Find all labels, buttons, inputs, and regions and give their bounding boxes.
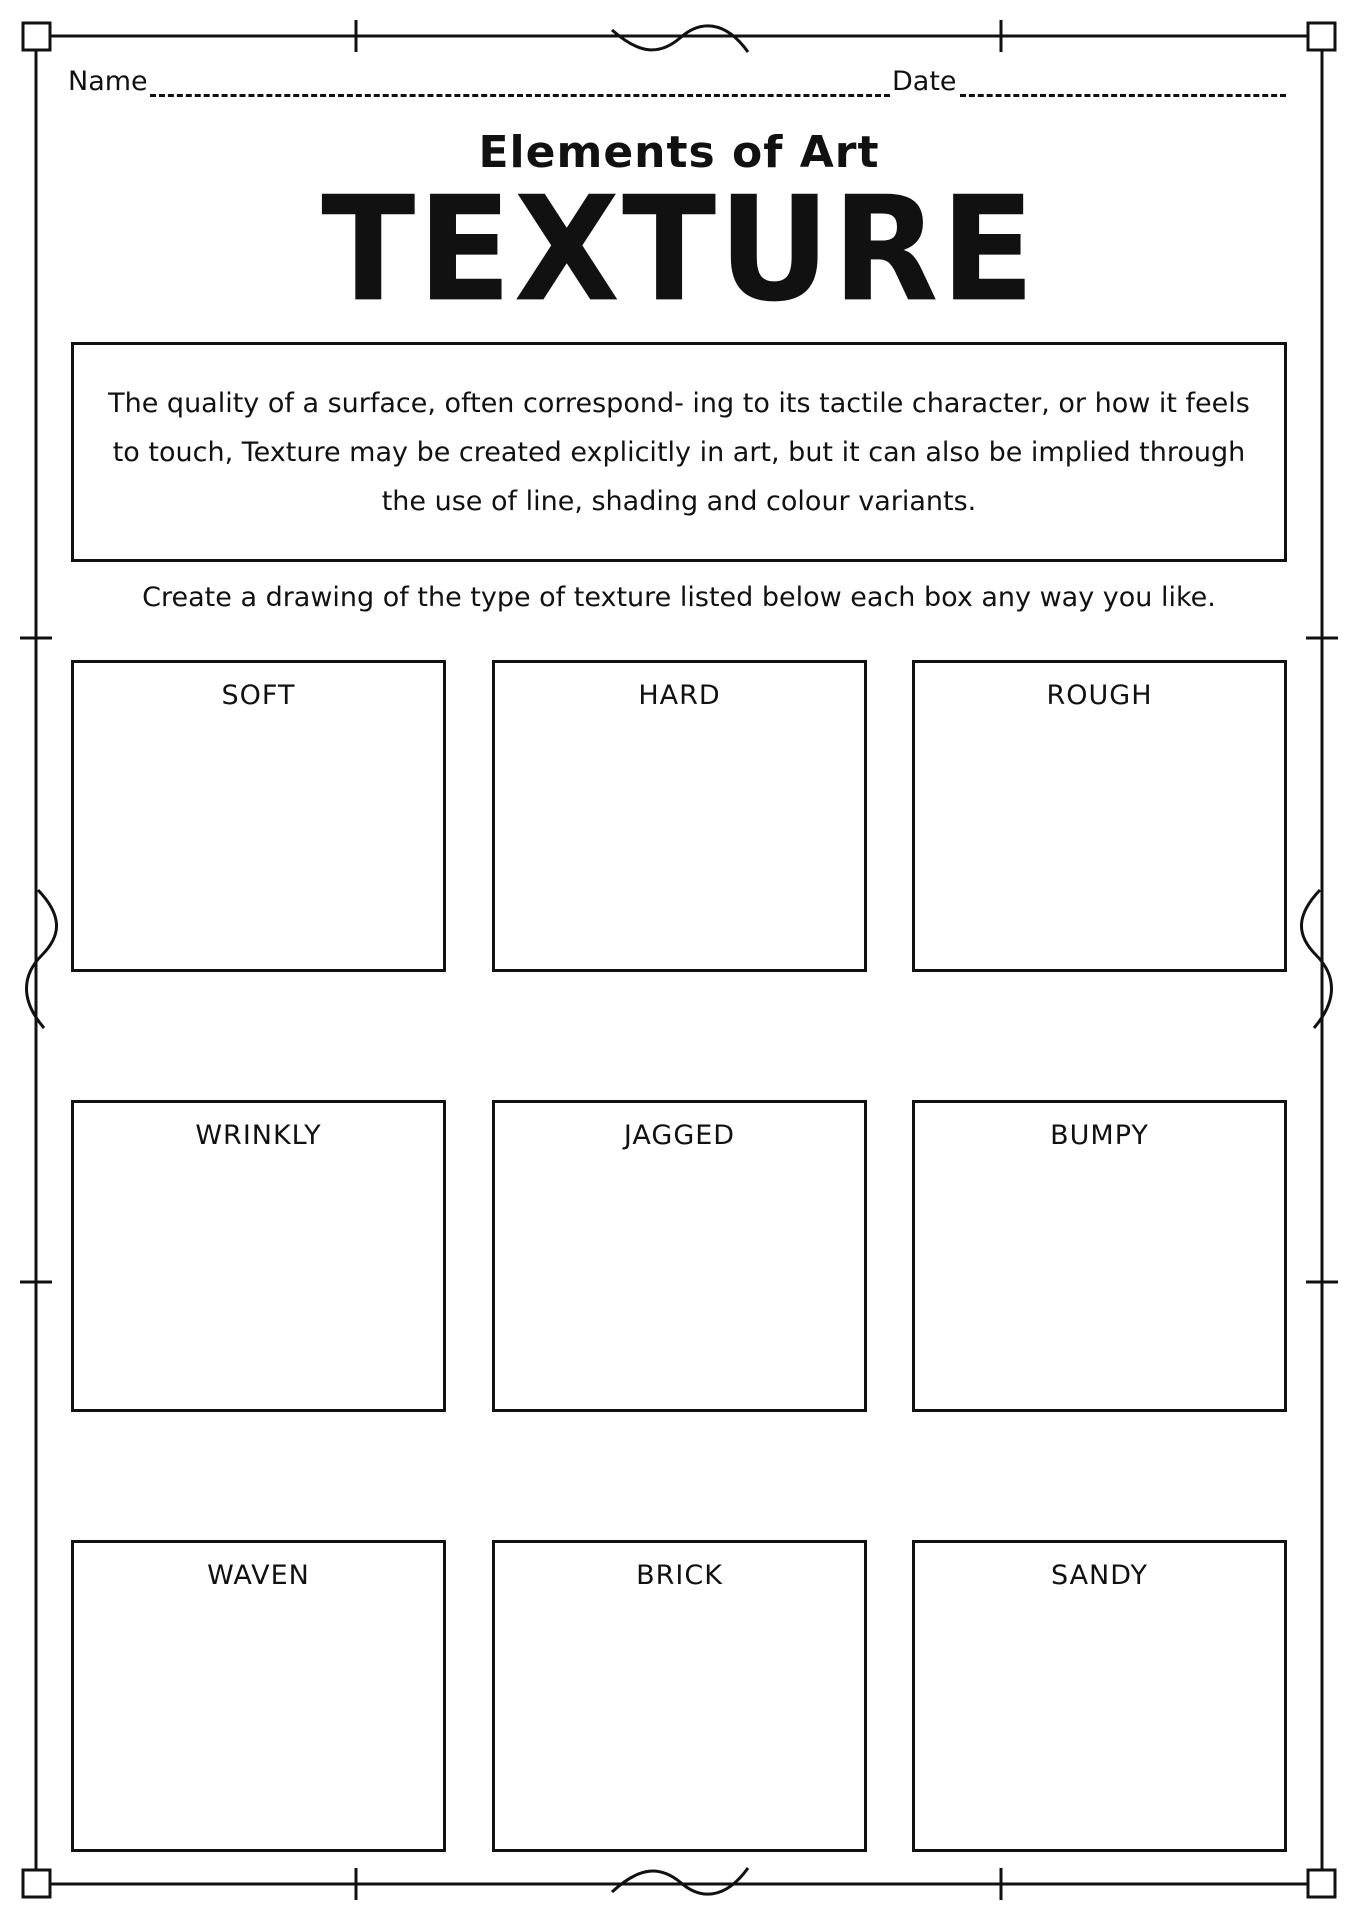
texture-box-wrinkly[interactable] (71, 1100, 446, 1412)
name-field[interactable] (150, 94, 890, 97)
texture-box-rough[interactable] (912, 660, 1287, 972)
name-label: Name (68, 66, 148, 97)
texture-box-soft[interactable] (71, 660, 446, 972)
texture-label: SOFT (221, 680, 296, 711)
texture-label: JAGGED (623, 1120, 736, 1151)
texture-label: SANDY (1050, 1560, 1149, 1591)
texture-box-brick[interactable] (492, 1540, 867, 1852)
texture-label: HARD (638, 680, 721, 711)
instruction-text: Create a drawing of the type of texture listed below each box any way you like. (142, 582, 1216, 613)
wave-ornament-icon (612, 26, 748, 52)
corner-square-icon (23, 1870, 50, 1897)
texture-label: WRINKLY (195, 1120, 322, 1151)
texture-box-waven[interactable] (71, 1540, 446, 1852)
texture-box-hard[interactable] (492, 660, 867, 972)
texture-box-bumpy[interactable] (912, 1100, 1287, 1412)
definition-box (71, 342, 1287, 562)
wave-ornament-icon (612, 1868, 748, 1894)
texture-label: ROUGH (1046, 680, 1153, 711)
corner-square-icon (1308, 1870, 1335, 1897)
wave-ornament-icon (27, 890, 57, 1028)
wave-ornament-icon (1301, 890, 1331, 1028)
corner-square-icon (1308, 23, 1335, 50)
texture-box-sandy[interactable] (912, 1540, 1287, 1852)
texture-label: BRICK (636, 1560, 723, 1591)
page-subtitle: Elements of Art (478, 127, 880, 178)
texture-label: WAVEN (207, 1560, 310, 1591)
page-title: TEXTURE (321, 164, 1037, 334)
corner-square-icon (23, 23, 50, 50)
date-label: Date (892, 66, 957, 97)
texture-label: BUMPY (1050, 1120, 1149, 1151)
texture-box-jagged[interactable] (492, 1100, 867, 1412)
definition-text: The quality of a surface, often correspond- ing to its tactile character, or how it feels to touch, Texture may be created explicitly in art, but it can also be implied through the use of line, shading and colour variants. (108, 387, 1250, 517)
date-field[interactable] (960, 94, 1286, 97)
